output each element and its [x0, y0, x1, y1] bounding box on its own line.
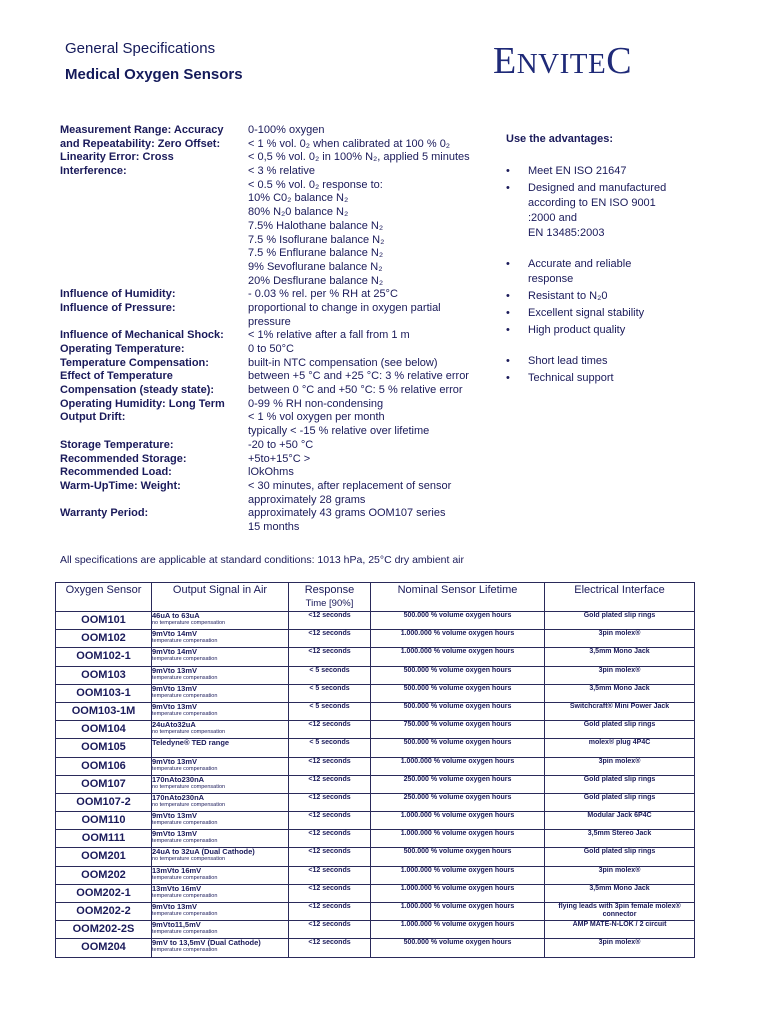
response-time: <12 seconds — [289, 903, 371, 921]
output-signal-cell — [152, 939, 289, 957]
table-row — [56, 939, 695, 957]
sensor-name: OOM102 — [56, 630, 152, 648]
response-time: <12 seconds — [289, 775, 371, 793]
spec-label — [60, 275, 250, 289]
response-time: <12 seconds — [289, 830, 371, 848]
electrical-interface: Switchcraft® Mini Power Jack — [545, 702, 695, 720]
response-time: < 5 seconds — [289, 684, 371, 702]
sensor-name: OOM103-1 — [56, 684, 152, 702]
table-row — [56, 739, 695, 757]
spec-label — [60, 220, 250, 234]
sensor-lifetime: 500.000 % volume oxygen hours — [371, 702, 545, 720]
conditions-note: All specifications are applicable at standard conditions: 1013 hPa, 25°C dry ambient air — [60, 554, 465, 566]
output-signal-cell — [152, 884, 289, 902]
spec-value: +5to+15°C > — [248, 452, 311, 465]
spec-value: 7.5% Halothane balance N₂ — [248, 219, 384, 232]
output-signal-cell — [152, 866, 289, 884]
sensor-lifetime: 1.000.000 % volume oxygen hours — [371, 866, 545, 884]
advantage-item — [506, 257, 706, 287]
output-signal-cell — [152, 793, 289, 811]
spec-value: 0 to 50°C — [248, 343, 294, 355]
sensor-name: OOM106 — [56, 757, 152, 775]
spec-label: Warm-UpTime: Weight: — [60, 479, 181, 492]
spec-label: Influence of Humidity: — [60, 288, 176, 301]
compensation-note: temperature compensation — [152, 911, 218, 917]
sensor-table — [55, 582, 695, 958]
bullet-icon: • — [506, 182, 510, 194]
advantages-list — [506, 164, 706, 402]
sensor-name: OOM111 — [56, 830, 152, 848]
output-signal: 9mVto 14mV — [152, 629, 198, 639]
response-time: <12 seconds — [289, 848, 371, 866]
response-time: <12 seconds — [289, 939, 371, 957]
spec-label — [60, 206, 250, 220]
advantages-group — [506, 257, 706, 338]
spec-label: Storage Temperature: — [60, 438, 174, 451]
bullet-icon: • — [506, 258, 510, 270]
spec-value: built-in NTC compensation (see below) — [248, 356, 438, 369]
output-signal-cell — [152, 812, 289, 830]
spec-label: Temperature Compensation: — [60, 356, 209, 369]
electrical-interface: 3pin molex® — [545, 939, 695, 957]
table-row — [56, 903, 695, 921]
spec-label — [60, 247, 250, 261]
electrical-interface: AMP MATE-N-LOK / 2 circuit — [545, 921, 695, 939]
compensation-note: temperature compensation — [152, 765, 218, 772]
compensation-note: temperature compensation — [152, 874, 218, 881]
spec-label — [60, 179, 250, 193]
spec-value: < 0.5 % vol. 0₂ response to: — [248, 178, 383, 191]
compensation-note: temperature compensation — [152, 820, 218, 827]
table-row — [56, 757, 695, 775]
advantage-text: Technical support — [528, 372, 614, 384]
output-signal-cell — [152, 721, 289, 739]
output-signal-cell — [152, 757, 289, 775]
table-row — [56, 612, 695, 630]
response-time: < 5 seconds — [289, 702, 371, 720]
sensor-name: OOM202-2 — [56, 903, 152, 921]
table-row — [56, 630, 695, 648]
compensation-note: temperature compensation — [152, 656, 218, 663]
spec-value: 7.5 % Enflurane balance N₂ — [248, 247, 384, 260]
compensation-note: no temperature compensation — [152, 856, 226, 863]
bullet-icon: • — [506, 290, 510, 302]
spec-value: 0-99 % RH non-condensing — [248, 397, 384, 410]
output-signal-cell — [152, 830, 289, 848]
spec-value: approximately 43 grams OOM107 series — [248, 507, 446, 520]
output-signal: 9mVto 13mV — [152, 665, 198, 675]
spec-value: 9% Sevoflurane balance N₂ — [248, 260, 383, 273]
response-time: < 5 seconds — [289, 739, 371, 757]
spec-labels — [60, 124, 250, 521]
output-signal-cell — [152, 775, 289, 793]
table-row — [56, 702, 695, 720]
spec-label: Warranty Period: — [60, 507, 149, 520]
spec-value: between +5 °C and +25 °C: 3 % relative error — [248, 370, 469, 383]
compensation-note: no temperature compensation — [152, 801, 226, 808]
bullet-icon: • — [506, 307, 510, 319]
sensor-lifetime: 500.000 % volume oxygen hours — [371, 939, 545, 957]
output-signal-cell — [152, 684, 289, 702]
table-row — [56, 812, 695, 830]
table-row — [56, 648, 695, 666]
electrical-interface: flying leads with 3pin female molex® connector — [545, 903, 695, 921]
advantage-text: Accurate and reliable response — [528, 258, 632, 285]
sensor-lifetime: 1.000.000 % volume oxygen hours — [371, 630, 545, 648]
output-signal: 13mVto 16mV — [152, 865, 202, 875]
sensor-lifetime: 1.000.000 % volume oxygen hours — [371, 757, 545, 775]
response-time: <12 seconds — [289, 757, 371, 775]
table-row — [56, 721, 695, 739]
spec-label — [60, 316, 250, 330]
response-time: <12 seconds — [289, 630, 371, 648]
spec-value: proportional to change in oxygen partial — [248, 301, 441, 314]
spec-value: pressure — [248, 315, 291, 328]
spec-value: 0-100% oxygen — [248, 124, 325, 136]
spec-label — [60, 192, 250, 206]
output-signal-cell — [152, 921, 289, 939]
sensor-name: OOM110 — [56, 812, 152, 830]
spec-label — [60, 425, 250, 439]
sensor-name: OOM201 — [56, 848, 152, 866]
spec-label: Measurement Range: Accuracy — [60, 124, 224, 136]
output-signal-cell — [152, 702, 289, 720]
spec-label: Recommended Storage: — [60, 452, 187, 465]
electrical-interface: 3,5mm Mono Jack — [545, 884, 695, 902]
sensor-name: OOM204 — [56, 939, 152, 957]
bullet-icon: • — [506, 372, 510, 384]
response-time: <12 seconds — [289, 812, 371, 830]
header-lifetime: Nominal Sensor Lifetime — [371, 583, 545, 612]
sensor-name: OOM107-2 — [56, 793, 152, 811]
spec-value: < 1 % vol oxygen per month — [248, 411, 385, 424]
sensor-name: OOM202-2S — [56, 921, 152, 939]
spec-label: Operating Humidity: Long Term — [60, 397, 225, 410]
spec-label: Compensation (steady state): — [60, 384, 215, 397]
output-signal-cell — [152, 630, 289, 648]
response-time: <12 seconds — [289, 866, 371, 884]
compensation-note: temperature compensation — [152, 838, 218, 845]
output-signal-cell — [152, 848, 289, 866]
brand-logo: ENVITEC — [493, 40, 633, 82]
table-row — [56, 884, 695, 902]
sensor-name: OOM104 — [56, 721, 152, 739]
sensor-lifetime: 500.000 % volume oxygen hours — [371, 739, 545, 757]
output-signal: 9mVto 13mV — [152, 902, 198, 911]
table-row — [56, 848, 695, 866]
output-signal: 9mVto 13mV — [152, 701, 198, 711]
output-signal: 24uA to 32uA (Dual Cathode) — [152, 847, 255, 857]
bullet-icon: • — [506, 165, 510, 177]
spec-label: Recommended Load: — [60, 466, 172, 479]
output-signal: 13mVto 16mV — [152, 883, 202, 893]
spec-value: < 1% relative after a fall from 1 m — [248, 329, 410, 342]
sensor-lifetime: 1.000.000 % volume oxygen hours — [371, 921, 545, 939]
output-signal-cell — [152, 612, 289, 630]
advantages-group — [506, 164, 706, 241]
bullet-icon: • — [506, 324, 510, 336]
spec-label: Output Drift: — [60, 411, 126, 424]
sensor-lifetime: 1.000.000 % volume oxygen hours — [371, 648, 545, 666]
electrical-interface: Gold plated slip rings — [545, 775, 695, 793]
sensor-lifetime: 250.000 % volume oxygen hours — [371, 775, 545, 793]
sensor-lifetime: 1.000.000 % volume oxygen hours — [371, 903, 545, 921]
electrical-interface: Gold plated slip rings — [545, 793, 695, 811]
response-time: <12 seconds — [289, 721, 371, 739]
advantage-text: High product quality — [528, 324, 626, 336]
output-signal-cell — [152, 903, 289, 921]
advantage-item — [506, 371, 706, 386]
header-output-signal: Output Signal in Air — [152, 583, 289, 612]
sensor-name: OOM105 — [56, 739, 152, 757]
spec-label: Influence of Mechanical Shock: — [60, 329, 224, 342]
table-header-row — [56, 583, 695, 612]
spec-value: 80% N₂0 balance N₂ — [248, 206, 349, 219]
sensor-lifetime: 500.000 % volume oxygen hours — [371, 666, 545, 684]
compensation-note: no temperature compensation — [152, 729, 226, 736]
sensor-lifetime: 1.000.000 % volume oxygen hours — [371, 884, 545, 902]
advantages-group — [506, 354, 706, 386]
spec-label: Influence of Pressure: — [60, 301, 176, 314]
output-signal: 46uA to 63uA — [152, 611, 200, 620]
compensation-note: temperature compensation — [152, 947, 218, 954]
sensor-lifetime: 500.000 % volume oxygen hours — [371, 684, 545, 702]
spec-value: approximately 28 grams — [248, 493, 366, 506]
spec-value: - 0.03 % rel. per % RH at 25°C — [248, 288, 398, 301]
spec-label — [60, 494, 250, 508]
compensation-note: temperature compensation — [152, 929, 218, 936]
output-signal: 9mVto 13mV — [152, 756, 198, 766]
electrical-interface: 3pin molex® — [545, 757, 695, 775]
advantage-text: Excellent signal stability — [528, 307, 645, 319]
electrical-interface: 3pin molex® — [545, 630, 695, 648]
electrical-interface: 3,5mm Mono Jack — [545, 684, 695, 702]
sensor-name: OOM103 — [56, 666, 152, 684]
spec-value: 10% C0₂ balance N₂ — [248, 192, 349, 205]
electrical-interface: molex® plug 4P4C — [545, 739, 695, 757]
spec-label — [60, 261, 250, 275]
advantage-item — [506, 181, 706, 241]
table-row — [56, 866, 695, 884]
advantages-title: Use the advantages: — [506, 133, 613, 145]
sensor-name: OOM202-1 — [56, 884, 152, 902]
electrical-interface: 3pin molex® — [545, 866, 695, 884]
spec-values — [248, 124, 498, 535]
sensor-lifetime: 1.000.000 % volume oxygen hours — [371, 812, 545, 830]
spec-value: < 0,5 % vol. 0₂ in 100% N₂, applied 5 minutes — [248, 151, 470, 164]
output-signal-cell — [152, 648, 289, 666]
sensor-name: OOM202 — [56, 866, 152, 884]
spec-value: 20% Desflurane balance N₂ — [248, 274, 384, 287]
sensor-lifetime: 1.000.000 % volume oxygen hours — [371, 830, 545, 848]
advantage-text: Short lead times — [528, 355, 608, 367]
compensation-note: no temperature compensation — [152, 620, 226, 626]
advantage-item — [506, 164, 706, 179]
sensor-name: OOM101 — [56, 612, 152, 630]
table-row — [56, 793, 695, 811]
output-signal: 9mV to 13,5mV (Dual Cathode) — [152, 938, 261, 948]
spec-value: between 0 °C and +50 °C: 5 % relative error — [248, 384, 463, 397]
table-row — [56, 684, 695, 702]
sensor-name: OOM102-1 — [56, 648, 152, 666]
output-signal: 9mVto 13mV — [152, 811, 198, 821]
compensation-note: no temperature compensation — [152, 783, 226, 790]
spec-value: typically < -15 % relative over lifetime — [248, 425, 430, 438]
output-signal: 24uAto32uA — [152, 720, 196, 730]
spec-label: Interference: — [60, 165, 127, 178]
table-row — [56, 921, 695, 939]
output-signal: Teledyne® TED range — [152, 738, 230, 748]
advantage-item — [506, 289, 706, 304]
advantage-text: Meet EN ISO 21647 — [528, 165, 627, 177]
output-signal-cell — [152, 739, 289, 757]
electrical-interface: 3pin molex® — [545, 666, 695, 684]
response-time: <12 seconds — [289, 884, 371, 902]
header-oxygen-sensor: Oxygen Sensor — [56, 583, 152, 612]
spec-label — [60, 234, 250, 248]
compensation-note: temperature compensation — [152, 710, 218, 717]
spec-value: < 1 % vol. 0₂ when calibrated at 100 % 0₂ — [248, 137, 451, 150]
electrical-interface: 3,5mm Mono Jack — [545, 648, 695, 666]
advantage-text: Resistant to N₂0 — [528, 290, 608, 302]
electrical-interface: Gold plated slip rings — [545, 721, 695, 739]
output-signal: 9mVto 13mV — [152, 683, 198, 693]
advantage-item — [506, 323, 706, 338]
spec-value: 15 months — [248, 520, 300, 533]
spec-value: < 30 minutes, after replacement of sensor — [248, 479, 452, 492]
compensation-note: temperature compensation — [152, 692, 218, 699]
output-signal-cell — [152, 666, 289, 684]
table-row — [56, 775, 695, 793]
spec-value: < 3 % relative — [248, 165, 315, 178]
electrical-interface: Gold plated slip rings — [545, 848, 695, 866]
output-signal: 170nAto230nA — [152, 774, 205, 784]
table-row — [56, 830, 695, 848]
spec-value: 7.5 % Isoflurane balance N₂ — [248, 233, 385, 246]
output-signal: 9mVto 13mV — [152, 829, 198, 839]
sensor-lifetime: 500.000 % volume oxygen hours — [371, 612, 545, 630]
electrical-interface: Gold plated slip rings — [545, 612, 695, 630]
advantage-item — [506, 354, 706, 369]
output-signal: 170nAto230nA — [152, 792, 205, 802]
output-signal: 9mVto 14mV — [152, 647, 198, 657]
sensor-lifetime: 750.000 % volume oxygen hours — [371, 721, 545, 739]
page-subtitle: Medical Oxygen Sensors — [65, 66, 243, 83]
compensation-note: temperature compensation — [152, 674, 218, 681]
response-time: <12 seconds — [289, 793, 371, 811]
response-time: <12 seconds — [289, 921, 371, 939]
spec-value: -20 to +50 °C — [248, 438, 314, 451]
compensation-note: temperature compensation — [152, 892, 218, 899]
page-title: General Specifications — [65, 40, 216, 57]
advantage-item — [506, 306, 706, 321]
spec-value: lOkOhms — [248, 466, 294, 479]
advantage-text: Designed and manufactured according to EN ISO 9001 :2000 and EN 13485:2003 — [528, 182, 667, 239]
spec-label: Effect of Temperature — [60, 370, 173, 383]
bullet-icon: • — [506, 355, 510, 367]
response-time: <12 seconds — [289, 612, 371, 630]
electrical-interface: Modular Jack 6P4C — [545, 812, 695, 830]
response-time: <12 seconds — [289, 648, 371, 666]
header-interface: Electrical Interface — [545, 583, 695, 612]
sensor-name: OOM103-1M — [56, 702, 152, 720]
spec-label: Operating Temperature: — [60, 343, 185, 355]
spec-label: Linearity Error: Cross — [60, 151, 174, 164]
sensor-lifetime: 250.000 % volume oxygen hours — [371, 793, 545, 811]
table-row — [56, 666, 695, 684]
spec-label: and Repeatability: Zero Offset: — [60, 137, 221, 150]
electrical-interface: 3,5mm Stereo Jack — [545, 830, 695, 848]
compensation-note: temperature compensation — [152, 638, 218, 645]
response-time: < 5 seconds — [289, 666, 371, 684]
sensor-lifetime: 500.000 % volume oxygen hours — [371, 848, 545, 866]
header-response-time: Response Time [90%] — [289, 583, 371, 612]
sensor-name: OOM107 — [56, 775, 152, 793]
output-signal: 9mVto11,5mV — [152, 920, 201, 930]
